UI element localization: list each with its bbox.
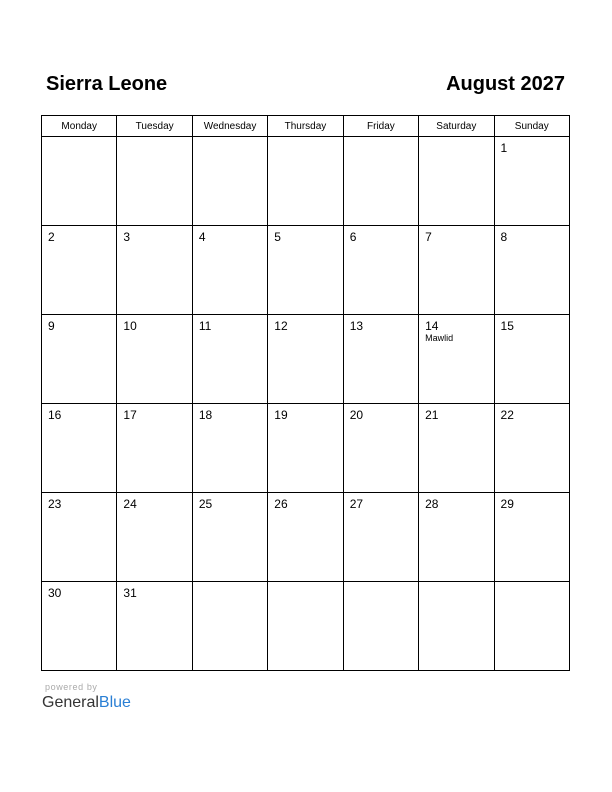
day-number: 28 (425, 497, 439, 511)
week-row (42, 404, 570, 493)
day-number: 7 (425, 230, 432, 244)
day-number: 12 (274, 319, 288, 333)
day-number (193, 137, 267, 141)
day-cell (494, 315, 569, 404)
day-cell (192, 493, 267, 582)
day-number: 18 (198, 408, 213, 422)
day-cell (192, 137, 267, 226)
day-cell (117, 315, 192, 404)
day-cell (343, 582, 418, 671)
weekday-header: Wednesday (192, 116, 267, 137)
day-number: 27 (349, 497, 364, 511)
day-number: 13 (349, 319, 364, 333)
day-cell (117, 137, 192, 226)
day-number: 23 (48, 497, 62, 511)
day-cell (42, 137, 117, 226)
day-cell (419, 315, 494, 404)
day-number: 30 (48, 586, 62, 600)
day-cell (494, 137, 569, 226)
day-cell (192, 404, 267, 493)
weekday-header: Saturday (419, 116, 494, 137)
week-row (42, 137, 570, 226)
day-cell (268, 404, 343, 493)
brand-general-text: General (42, 694, 99, 711)
day-cell (494, 493, 569, 582)
day-number (268, 582, 342, 586)
day-number (344, 137, 418, 141)
day-number (42, 137, 116, 141)
calendar-grid (41, 115, 570, 671)
week-row (42, 315, 570, 404)
day-number: 3 (123, 230, 131, 244)
day-number (193, 582, 267, 586)
day-number: 15 (500, 319, 514, 333)
day-cell (117, 404, 192, 493)
day-cell (343, 226, 418, 315)
day-number: 19 (274, 408, 288, 422)
day-cell (117, 493, 192, 582)
day-cell (419, 582, 494, 671)
day-number: 5 (274, 230, 281, 244)
weekday-header: Friday (343, 116, 418, 137)
day-cell (343, 404, 418, 493)
day-number: 25 (198, 497, 213, 511)
day-number: 31 (123, 586, 137, 600)
week-row (42, 582, 570, 671)
day-cell (494, 226, 569, 315)
day-cell (117, 582, 192, 671)
month-year-title: August 2027 (446, 73, 565, 95)
day-cell (343, 493, 418, 582)
day-number: 26 (274, 497, 288, 511)
day-number: 2 (48, 230, 55, 244)
day-number: 21 (425, 408, 439, 422)
day-number: 6 (349, 230, 357, 244)
day-number: 20 (349, 408, 364, 422)
day-cell (268, 315, 343, 404)
day-cell (343, 137, 418, 226)
day-cell (343, 315, 418, 404)
day-cell (42, 404, 117, 493)
day-number (117, 137, 191, 141)
day-cell (42, 315, 117, 404)
weekday-header: Thursday (268, 116, 343, 137)
day-number: 29 (500, 497, 514, 511)
day-cell (42, 493, 117, 582)
day-number: 14 (425, 319, 439, 333)
day-number: 16 (48, 408, 62, 422)
day-cell (268, 137, 343, 226)
day-cell (42, 226, 117, 315)
day-cell (268, 493, 343, 582)
brand-logo[interactable] (42, 693, 131, 713)
day-number (268, 137, 342, 141)
country-title: Sierra Leone (46, 73, 168, 95)
day-number: 8 (500, 230, 508, 244)
day-cell (192, 315, 267, 404)
weekday-header: Sunday (494, 116, 569, 137)
day-number (419, 137, 493, 141)
day-number: 9 (48, 319, 55, 333)
day-number: 11 (198, 319, 212, 333)
week-row (42, 493, 570, 582)
day-cell (419, 404, 494, 493)
powered-by-label: powered by (45, 682, 98, 692)
weekday-header: Tuesday (117, 116, 192, 137)
day-cell (192, 226, 267, 315)
day-number: 22 (500, 408, 514, 422)
day-cell (419, 137, 494, 226)
day-number (344, 582, 418, 586)
day-cell (494, 404, 569, 493)
day-cell (419, 226, 494, 315)
holiday-label: Mawlid (425, 333, 454, 343)
day-cell (192, 582, 267, 671)
weekday-header: Monday (42, 116, 117, 137)
day-number (495, 582, 569, 586)
brand-blue-text: Blue (98, 694, 131, 711)
day-cell (117, 226, 192, 315)
day-cell (42, 582, 117, 671)
day-number: 4 (198, 230, 206, 244)
day-number (419, 582, 493, 586)
day-number: 10 (123, 319, 137, 333)
day-cell (268, 582, 343, 671)
day-number: 1 (500, 141, 508, 155)
day-number: 24 (123, 497, 137, 511)
day-cell (419, 493, 494, 582)
day-number: 17 (123, 408, 137, 422)
weekday-header-row (42, 116, 570, 137)
week-row (42, 226, 570, 315)
day-cell (268, 226, 343, 315)
day-cell (494, 582, 569, 671)
